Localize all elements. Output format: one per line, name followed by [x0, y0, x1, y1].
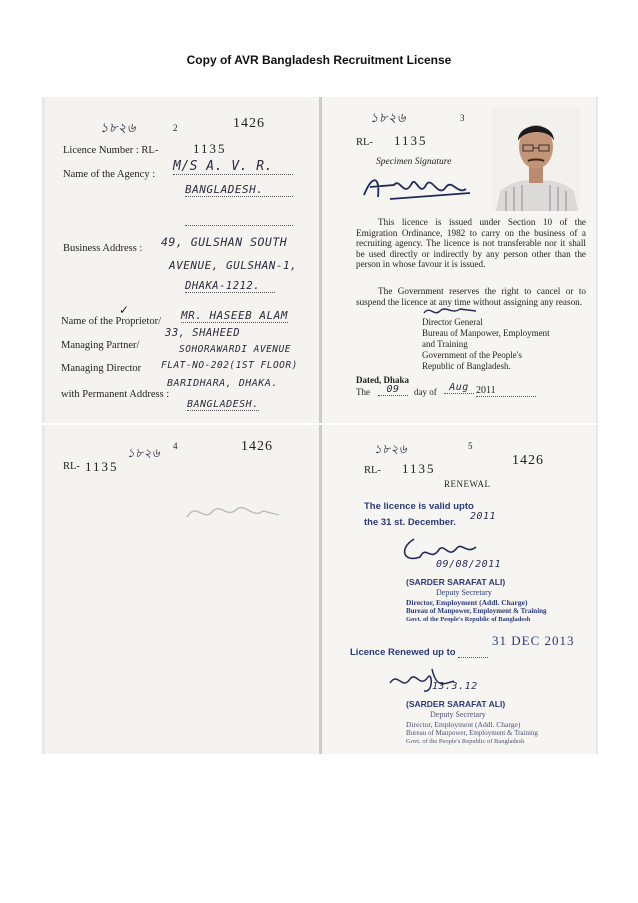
page-number: 4: [173, 441, 178, 451]
signed-date-1: 09/08/2011: [436, 559, 502, 570]
permanent-address-line1: 33, SHAHEED: [165, 327, 241, 339]
licence-page-2: [45, 97, 319, 423]
serial-number: 1426: [241, 439, 273, 454]
business-address-label: Business Address :: [63, 243, 143, 254]
renewed-dots: [458, 647, 488, 658]
licence-number: 1135: [193, 141, 227, 156]
rl-label: RL-: [356, 137, 373, 148]
issue-day: 09: [378, 384, 408, 396]
stamp-number: ১৮২৬: [370, 111, 406, 126]
valid-upto-line2: the 31 st. December.: [364, 517, 456, 528]
agency-label: Name of the Agency :: [63, 169, 156, 180]
officer-line3-1: Govt. of the People's Republic of Bangladesh: [406, 616, 531, 623]
permanent-address-line5: BANGLADESH.: [187, 399, 259, 410]
licence-page-3: [322, 97, 596, 423]
page-number: 3: [460, 113, 465, 123]
agency-name-line2: BANGLADESH.: [185, 183, 293, 197]
blank-line: [185, 215, 293, 226]
licence-page-4: [45, 425, 319, 754]
licence-cancellation-paragraph: The Government reserves the right to cancel or to suspend the licence at any time without assigning any reason.: [356, 286, 586, 307]
person-photo-icon: [492, 107, 580, 211]
proprietor-name: MR. HASEEB ALAM: [181, 309, 288, 322]
address-line1: 49, GULSHAN SOUTH: [161, 235, 288, 249]
serial-number: 1426: [233, 116, 265, 131]
rl-label: RL-: [364, 465, 381, 476]
holder-signature: [360, 169, 480, 205]
officer-line2-1: Bureau of Manpower, Employment & Training: [406, 607, 547, 615]
valid-upto-line1: The licence is valid upto: [364, 501, 474, 512]
licence-number-label: Licence Number : RL-: [63, 145, 159, 156]
document-title: Copy of AVR Bangladesh Recruitment License: [186, 53, 452, 67]
proprietor-label: Name of the Proprietor/: [61, 316, 162, 327]
bureau-line4: Republic of Bangladesh.: [422, 361, 511, 371]
permanent-address-line4: BARIDHARA, DHAKA.: [167, 378, 278, 389]
licence-number: 1135: [85, 459, 119, 474]
licence-renewed-label: Licence Renewed up to: [350, 647, 456, 658]
page-number: 5: [468, 441, 473, 451]
director-general-title: Director General: [422, 317, 483, 327]
licence-number: 1135: [394, 133, 428, 148]
managing-director-label: Managing Director: [61, 363, 142, 374]
stamp-number: ১৮২৬: [374, 442, 408, 456]
officer-name-2: (SARDER SARAFAT ALI): [406, 699, 506, 709]
dated-label: Dated, Dhaka: [356, 375, 410, 385]
page-number: 2: [173, 123, 178, 133]
licence-scan-top: [42, 97, 598, 423]
issue-month: Aug: [444, 382, 474, 394]
bureau-line2: and Training: [422, 339, 468, 349]
licence-terms-paragraph: This licence is issued under Section 10 of the Emigration Ordinance, 1982 to carry on the business of a recruiting agency. The licence is not transferable nor it shall be used directly or indirectly by any person other than the person in whose favour it is issued.: [356, 217, 586, 270]
check-mark-icon: ✓: [119, 303, 130, 317]
address-line2: AVENUE, GULSHAN-1,: [169, 259, 298, 272]
bureau-line3: Government of the People's: [422, 350, 522, 360]
officer-name-1: (SARDER SARAFAT ALI): [406, 577, 506, 587]
permanent-address-line2: SOHORAWARDI AVENUE: [179, 344, 291, 355]
officer-line3-2: Govt. of the People's Republic of Bangladesh: [406, 738, 525, 745]
address-line3: DHAKA-1212.: [185, 280, 275, 293]
serial-number: 1426: [512, 453, 544, 468]
officer-line2-2: Bureau of Manpower, Employment & Training: [406, 729, 538, 737]
renewed-date-stamp: 31 DEC 2013: [492, 633, 575, 648]
officer-title-2: Deputy Secretary: [430, 710, 486, 719]
permanent-address-line3: FLAT-NO-202(1ST FLOOR): [161, 360, 298, 371]
permanent-address-label: with Permanent Address :: [61, 389, 170, 400]
day-of-label: day of: [414, 387, 437, 397]
stamp-number: ১৮২৬: [127, 446, 161, 460]
licence-number: 1135: [402, 461, 436, 476]
agency-name-line1: M/S A. V. R.: [173, 159, 293, 175]
rl-label: RL-: [63, 461, 80, 472]
signed-date-2: 13.3.12: [432, 681, 478, 692]
renewal-heading: RENEWAL: [444, 479, 491, 489]
licence-scan-bottom: [42, 425, 598, 754]
licence-page-5: [322, 425, 596, 754]
bureau-line1: Bureau of Manpower, Employment: [422, 328, 550, 338]
issue-year: 2011: [476, 385, 536, 397]
holder-photo: [492, 107, 580, 211]
faded-signature: [183, 497, 283, 527]
specimen-signature-label: Specimen Signature: [376, 157, 452, 167]
managing-partner-label: Managing Partner/: [61, 340, 140, 351]
valid-upto-year: 2011: [470, 511, 497, 522]
the-label: The: [356, 387, 370, 397]
stamp-number: ১৮২৬: [100, 121, 136, 136]
officer-line1-2: Director, Employment (Addl. Charge): [406, 720, 521, 729]
officer-title-1: Deputy Secretary: [436, 588, 492, 597]
officer-line1-1: Director, Employment (Addl. Charge): [406, 598, 528, 607]
